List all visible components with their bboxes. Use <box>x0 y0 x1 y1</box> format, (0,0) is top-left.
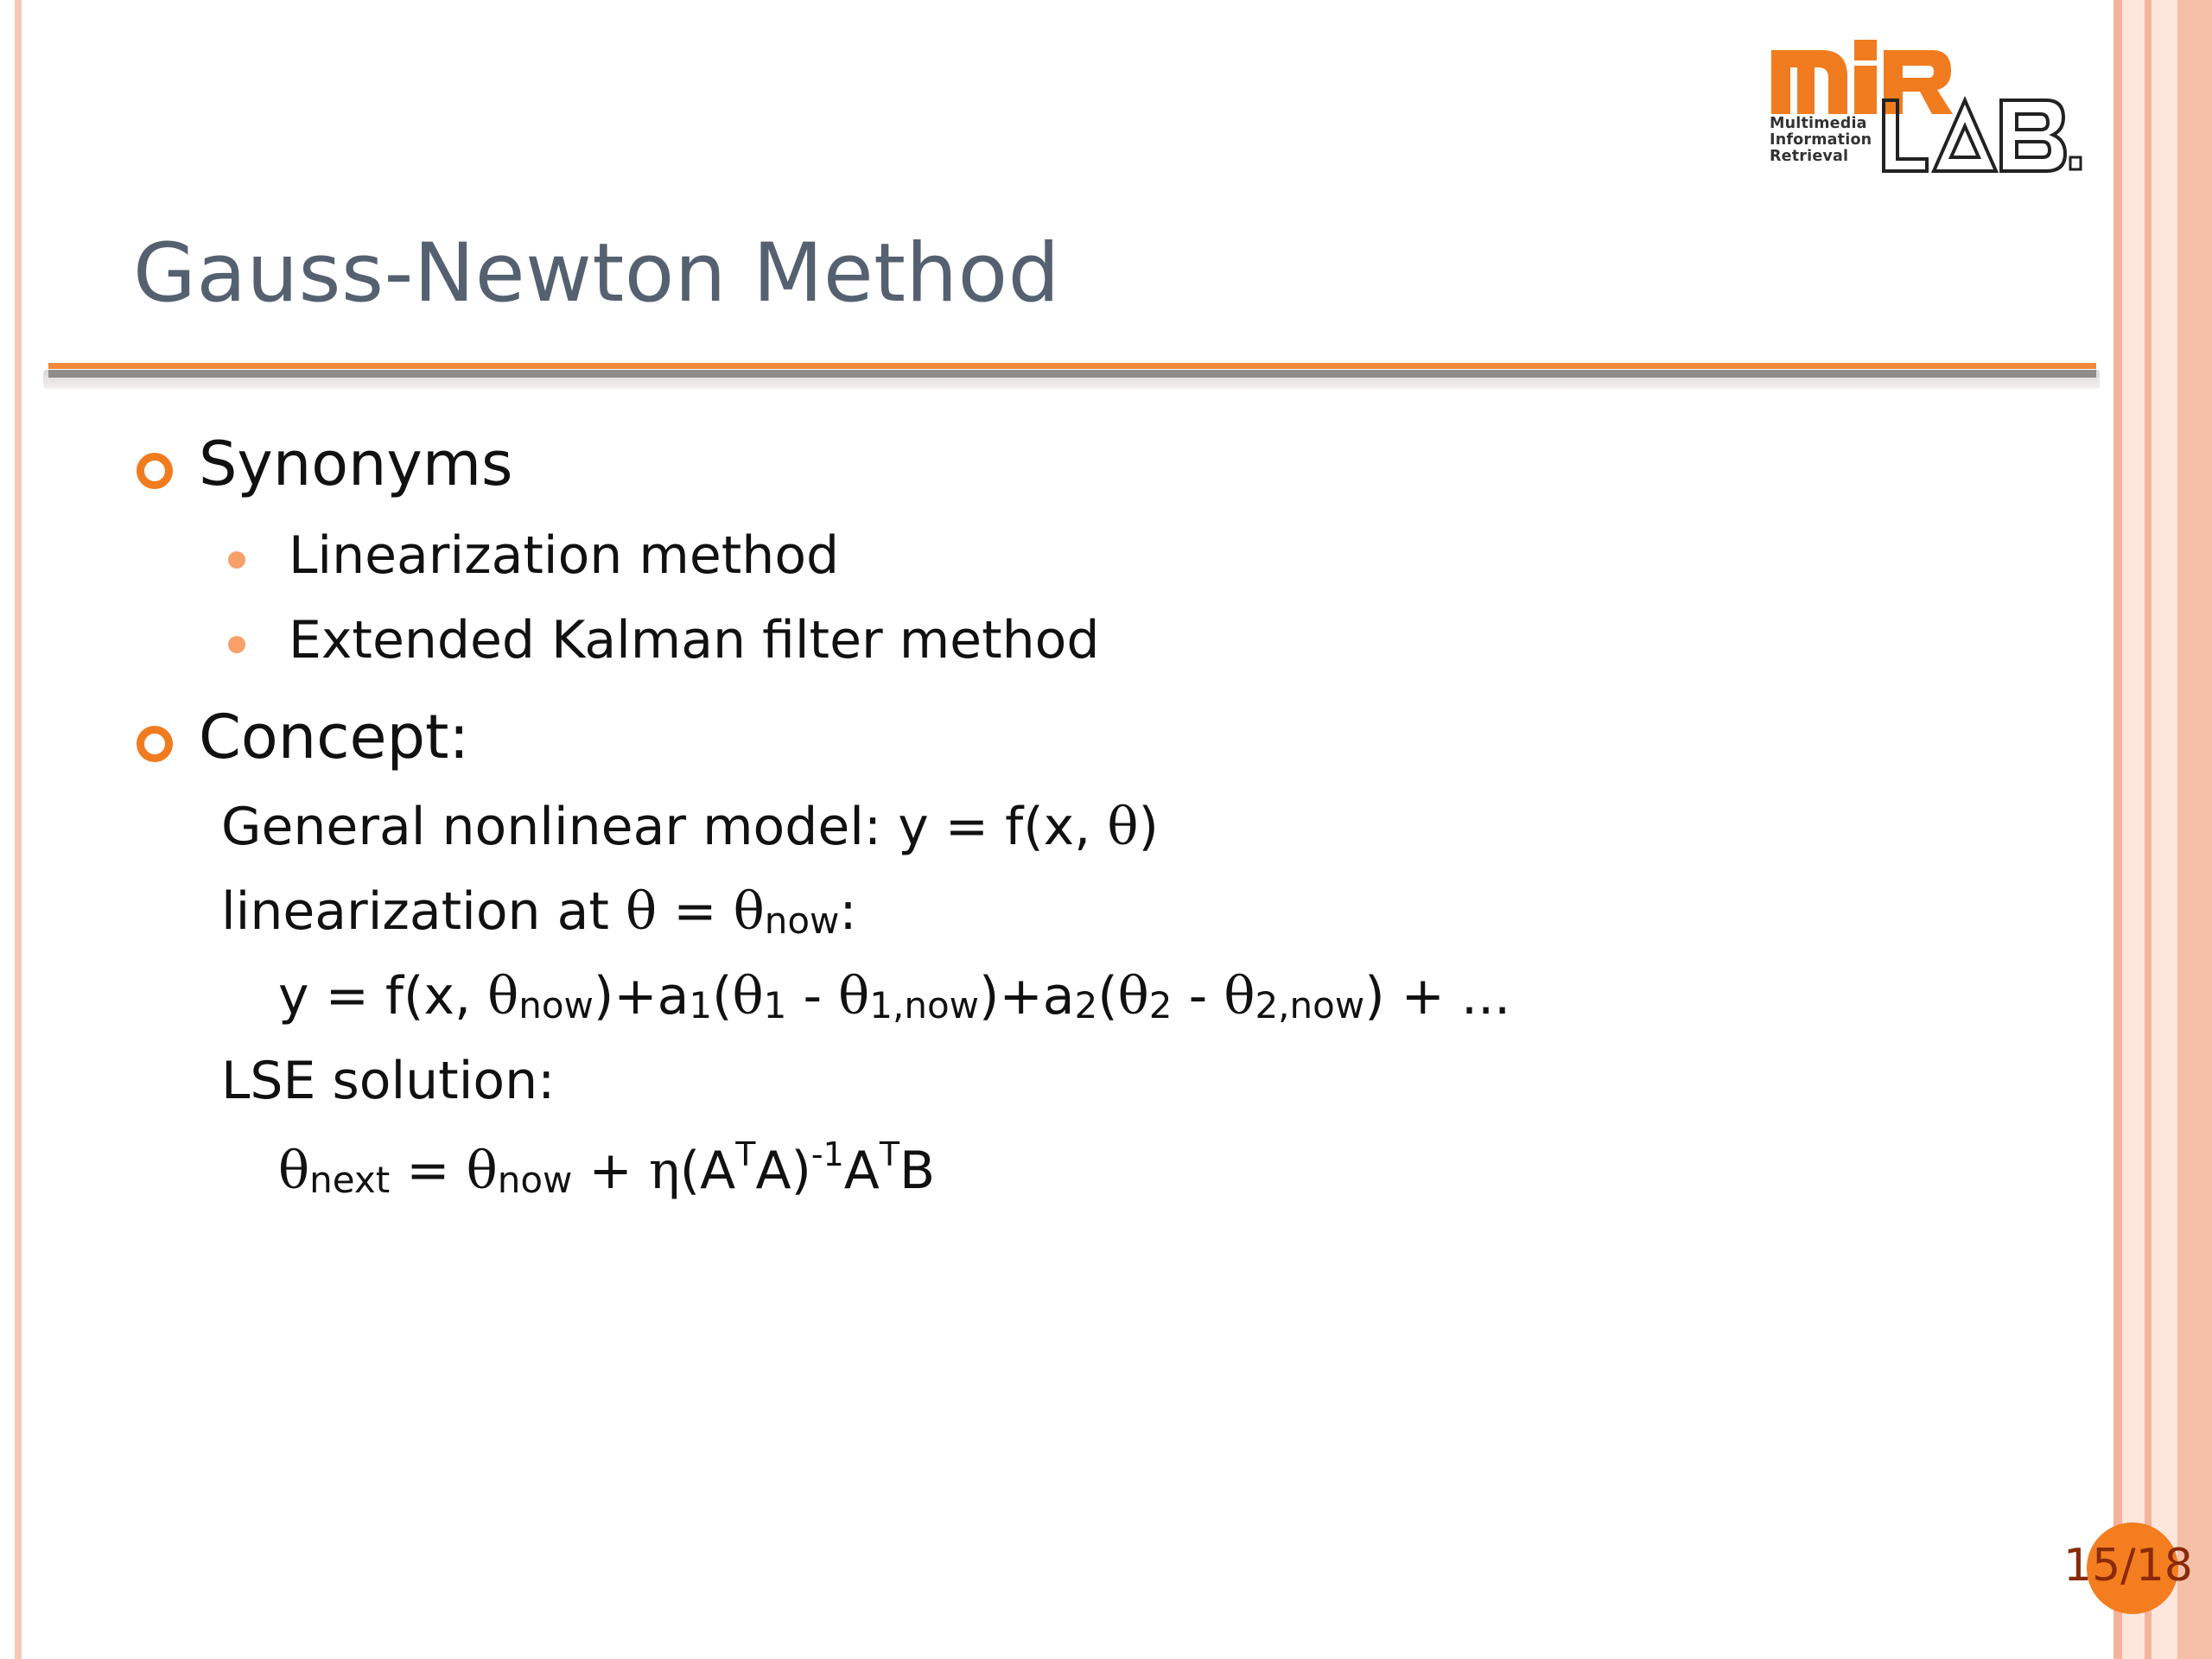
colon-text: : <box>839 881 857 942</box>
superscript-t: T <box>735 1135 756 1173</box>
matrix-text: (A <box>679 1141 736 1201</box>
logo-text-information: Information <box>1770 131 1872 149</box>
subscript-2: 2 <box>1074 984 1098 1027</box>
superscript-t: T <box>879 1135 900 1173</box>
expansion-text: ) + ... <box>1364 966 1511 1027</box>
eta-symbol: η <box>648 1141 680 1201</box>
theta-symbol: θ <box>732 966 764 1027</box>
expansion-text: )+a <box>979 966 1075 1027</box>
equals-text: = <box>657 881 734 942</box>
logo-lab-mark <box>1882 95 2082 176</box>
matrix-text: A <box>843 1141 880 1201</box>
subscript-2: 2 <box>1148 984 1173 1027</box>
mirlab-logo <box>1763 35 2082 173</box>
theta-symbol: θ <box>1117 966 1149 1027</box>
equals-text: = <box>390 1141 467 1201</box>
lse-solution-label: LSE solution: <box>221 1051 556 1111</box>
theta-symbol: θ <box>466 1141 498 1201</box>
linearization-text: linearization at <box>221 881 626 942</box>
ring-bullet-icon <box>137 453 173 489</box>
right-stripe <box>2177 0 2212 1659</box>
synonym-item: Extended Kalman filter method <box>289 610 1100 671</box>
subscript-1: 1 <box>689 984 713 1027</box>
dot-bullet-icon <box>228 636 245 653</box>
expansion-text: ( <box>712 966 733 1027</box>
theta-symbol: θ <box>626 881 658 942</box>
subscript-next: next <box>309 1159 391 1201</box>
expansion-line <box>278 966 1510 1027</box>
subscript-2-now: 2,now <box>1255 984 1365 1027</box>
right-stripe <box>2113 0 2122 1659</box>
synonym-item: Linearization method <box>289 525 840 586</box>
right-stripe <box>2122 0 2145 1659</box>
subscript-now: now <box>518 984 594 1027</box>
theta-symbol: θ <box>733 881 765 942</box>
subscript-now: now <box>497 1159 573 1201</box>
title-rule-accent <box>48 363 2096 369</box>
expansion-text: y = f(x, <box>278 966 488 1027</box>
slide-title: Gauss-Newton Method <box>133 226 1060 321</box>
title-rule <box>48 370 2096 378</box>
subscript-now: now <box>764 899 840 942</box>
plus-text: + <box>572 1141 649 1201</box>
left-border <box>15 0 22 1659</box>
theta-symbol: θ <box>487 966 519 1027</box>
bullet-concept: Concept: <box>199 702 470 772</box>
page-number: 15/18 <box>2063 1540 2193 1592</box>
right-stripe <box>2152 0 2177 1659</box>
subscript-1-now: 1,now <box>869 984 980 1027</box>
expansion-text: ( <box>1097 966 1118 1027</box>
logo-text-retrieval: Retrieval <box>1770 148 1849 165</box>
dot-bullet-icon <box>228 551 245 569</box>
theta-symbol: θ <box>278 1141 310 1201</box>
right-stripe <box>2145 0 2152 1659</box>
theta-symbol: θ <box>1224 966 1255 1027</box>
matrix-text: B <box>899 1141 936 1201</box>
linearization-line <box>221 881 857 942</box>
matrix-text: A) <box>755 1141 811 1201</box>
superscript-inverse: -1 <box>810 1135 844 1173</box>
update-equation-line <box>278 1135 935 1201</box>
subscript-1: 1 <box>763 984 787 1027</box>
bullet-synonyms: Synonyms <box>199 429 513 499</box>
logo-text-multimedia: Multimedia <box>1770 115 1867 132</box>
expansion-text: )+a <box>593 966 690 1027</box>
general-model-close: ) <box>1138 797 1159 857</box>
ring-bullet-icon <box>137 726 173 762</box>
expansion-text: - <box>786 966 839 1027</box>
theta-symbol: θ <box>838 966 870 1027</box>
general-model-line <box>221 797 1159 857</box>
general-model-text: General nonlinear model: y = f(x, <box>221 797 1108 857</box>
expansion-text: - <box>1172 966 1224 1027</box>
theta-symbol: θ <box>1107 797 1139 857</box>
